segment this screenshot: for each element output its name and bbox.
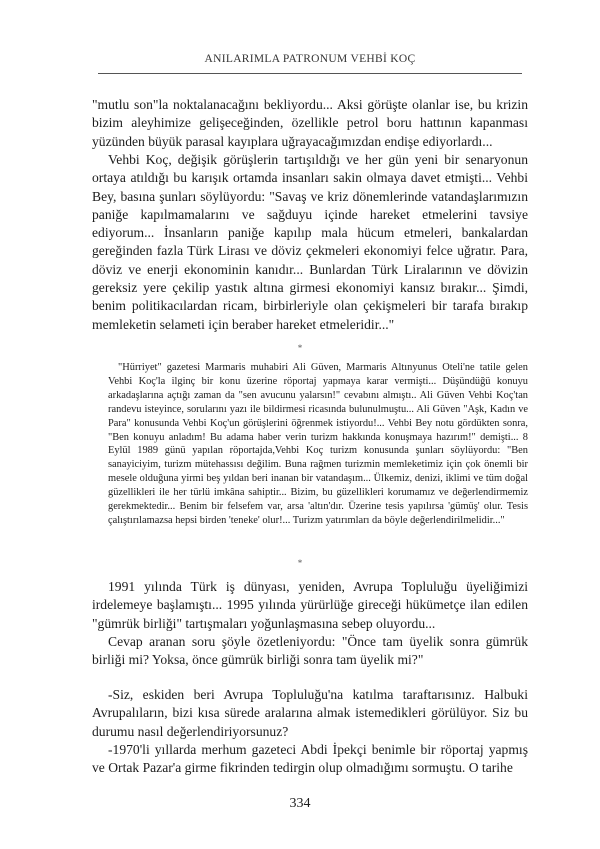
section-separator: * — [297, 343, 303, 353]
body-paragraph-1: "mutlu son"la noktalanacağını bekliyordu... Aksi görüşte olanlar ise, bu krizin bizim aleyhimize gelişeceğinden, özellikle petrol boru hattının kapanması yüzünden büyük parasal kayıplara uğrayacağımızdan endişe ediyorlardı... — [92, 97, 528, 149]
page-number: 334 — [289, 796, 311, 811]
body-paragraph-2: Vehbi Koç, değişik görüşlerin tartışıldığı ve her gün yeni bir senaryonun ortaya atıldığı bu karışık ortamda insanları sakin olmaya davet etmişti... Vehbi Bey, basına şunları söylüyordu: "Savaş ve kriz dönemlerinde vatandaşlarımızın paniğe kapılmamalarını ve sağduyu içinde hareket etmelerini tavsiye ediyorum... İnsanların paniğe kapılıp mala hücum etmeleri, bankalardan gereğinden fazla Türk Lirası ve döviz çekmeleri ekonomiyi felce uğratır. Para, döviz ve enerji ekonominin kanıdır... Bunlardan Türk Liralarının ve dövizin gereksiz yere çekilip yastık altına girmesi ekonomiyi kansız bırakır... Şimdi, benim politikacılardan ricam, birbirleriyle olan çekişmeleri bir tarafa bırakıp memleketin selameti için beraber hareket etmeleridir..." — [92, 152, 528, 332]
header-divider — [98, 73, 522, 74]
body-paragraph-3: 1991 yılında Türk iş dünyası, yeniden, Avrupa Topluluğu üyeliğimizi irdelemeye başlamıştı... 1995 yılında yürürlüğe gireceği hükümetçe ilan edilen "gümrük birliği" tartışmaları yoğunlaşmasına sebep oluyordu... — [92, 579, 528, 631]
body-paragraph-4: Cevap aranan soru şöyle özetleniyordu: "Önce tam üyelik sonra gümrük birliği mi? Yoksa, önce gümrük birliği sonra tam üyelik mi?" — [92, 634, 528, 668]
section-separator: * — [297, 558, 303, 568]
inset-quote-paragraph: "Hürriyet" gazetesi Marmaris muhabiri Ali Güven, Marmaris Altınyunus Oteli'ne tatile gelen Vehbi Koç'la ilginç bir konu üzerine röportaj yapmaya karar vermişti... Düşündüğü konuyu arkadaşlarına açtığı zaman da "sen avucunu yalarsın!" cevabını almıştı.. Ali Güven Vehbi Koç'tan randevu isteyince, sorularını yazı ile bildirmesi ricasında bulunulmuştu... Ali Güven "Aşk, Kadın ve Para" konusunda Vehbi Koç'un görüşlerini öğrenmek istiyordu!... Vehbi Bey notu gördükten sonra, "Ben konuyu anladım! Bu adama haber verin turizm hakkında konuşmaya hazırım!" demişti... 8 Eylül 1989 günü yapılan röportajda,Vehbi Koç turizm konusunda şunları söylüyordu: "Ben sanayiciyim, turizm mütehassısı değilim. Buna rağmen turizmin memleketimiz için çok önemli bir mesele olduğuna yirmi beş yıldan beri inanan bir vatandaşım... Ülkemiz, denizi, iklimi ve tüm doğal güzellikleri ile her türlü imkâna sahiptir... Bizim, bu güzellikleri korumamız ve değerlendirmemiz gerekmektedir... Benim bir felsefem var, arsa 'altın'dır. Üzerine tesis yapılırsa 'gümüş' olur. Tesis çalıştırılamazsa hepsi birden 'teneke' olur!... Turizm yatırımları da böyle değerlendirilmelidir..." — [108, 362, 528, 526]
running-header: ANILARIMLA PATRONUM VEHBİ KOÇ — [204, 53, 416, 65]
body-paragraph-5: -Siz, eskiden beri Avrupa Topluluğu'na katılma taraftarısınız. Halbuki Avrupalıların, bizi kısa sürede aralarına almak istemedikleri görülüyor. Siz bu durumu nasıl değerlendiriyorsunuz? — [92, 687, 528, 739]
body-paragraph-6: -1970'li yıllarda merhum gazeteci Abdi İpekçi benimle bir röportaj yapmış ve Ortak Pazar'a girme fikrinden tedirgin olup olmadığımı sormuştu. O tarihe — [92, 742, 528, 776]
